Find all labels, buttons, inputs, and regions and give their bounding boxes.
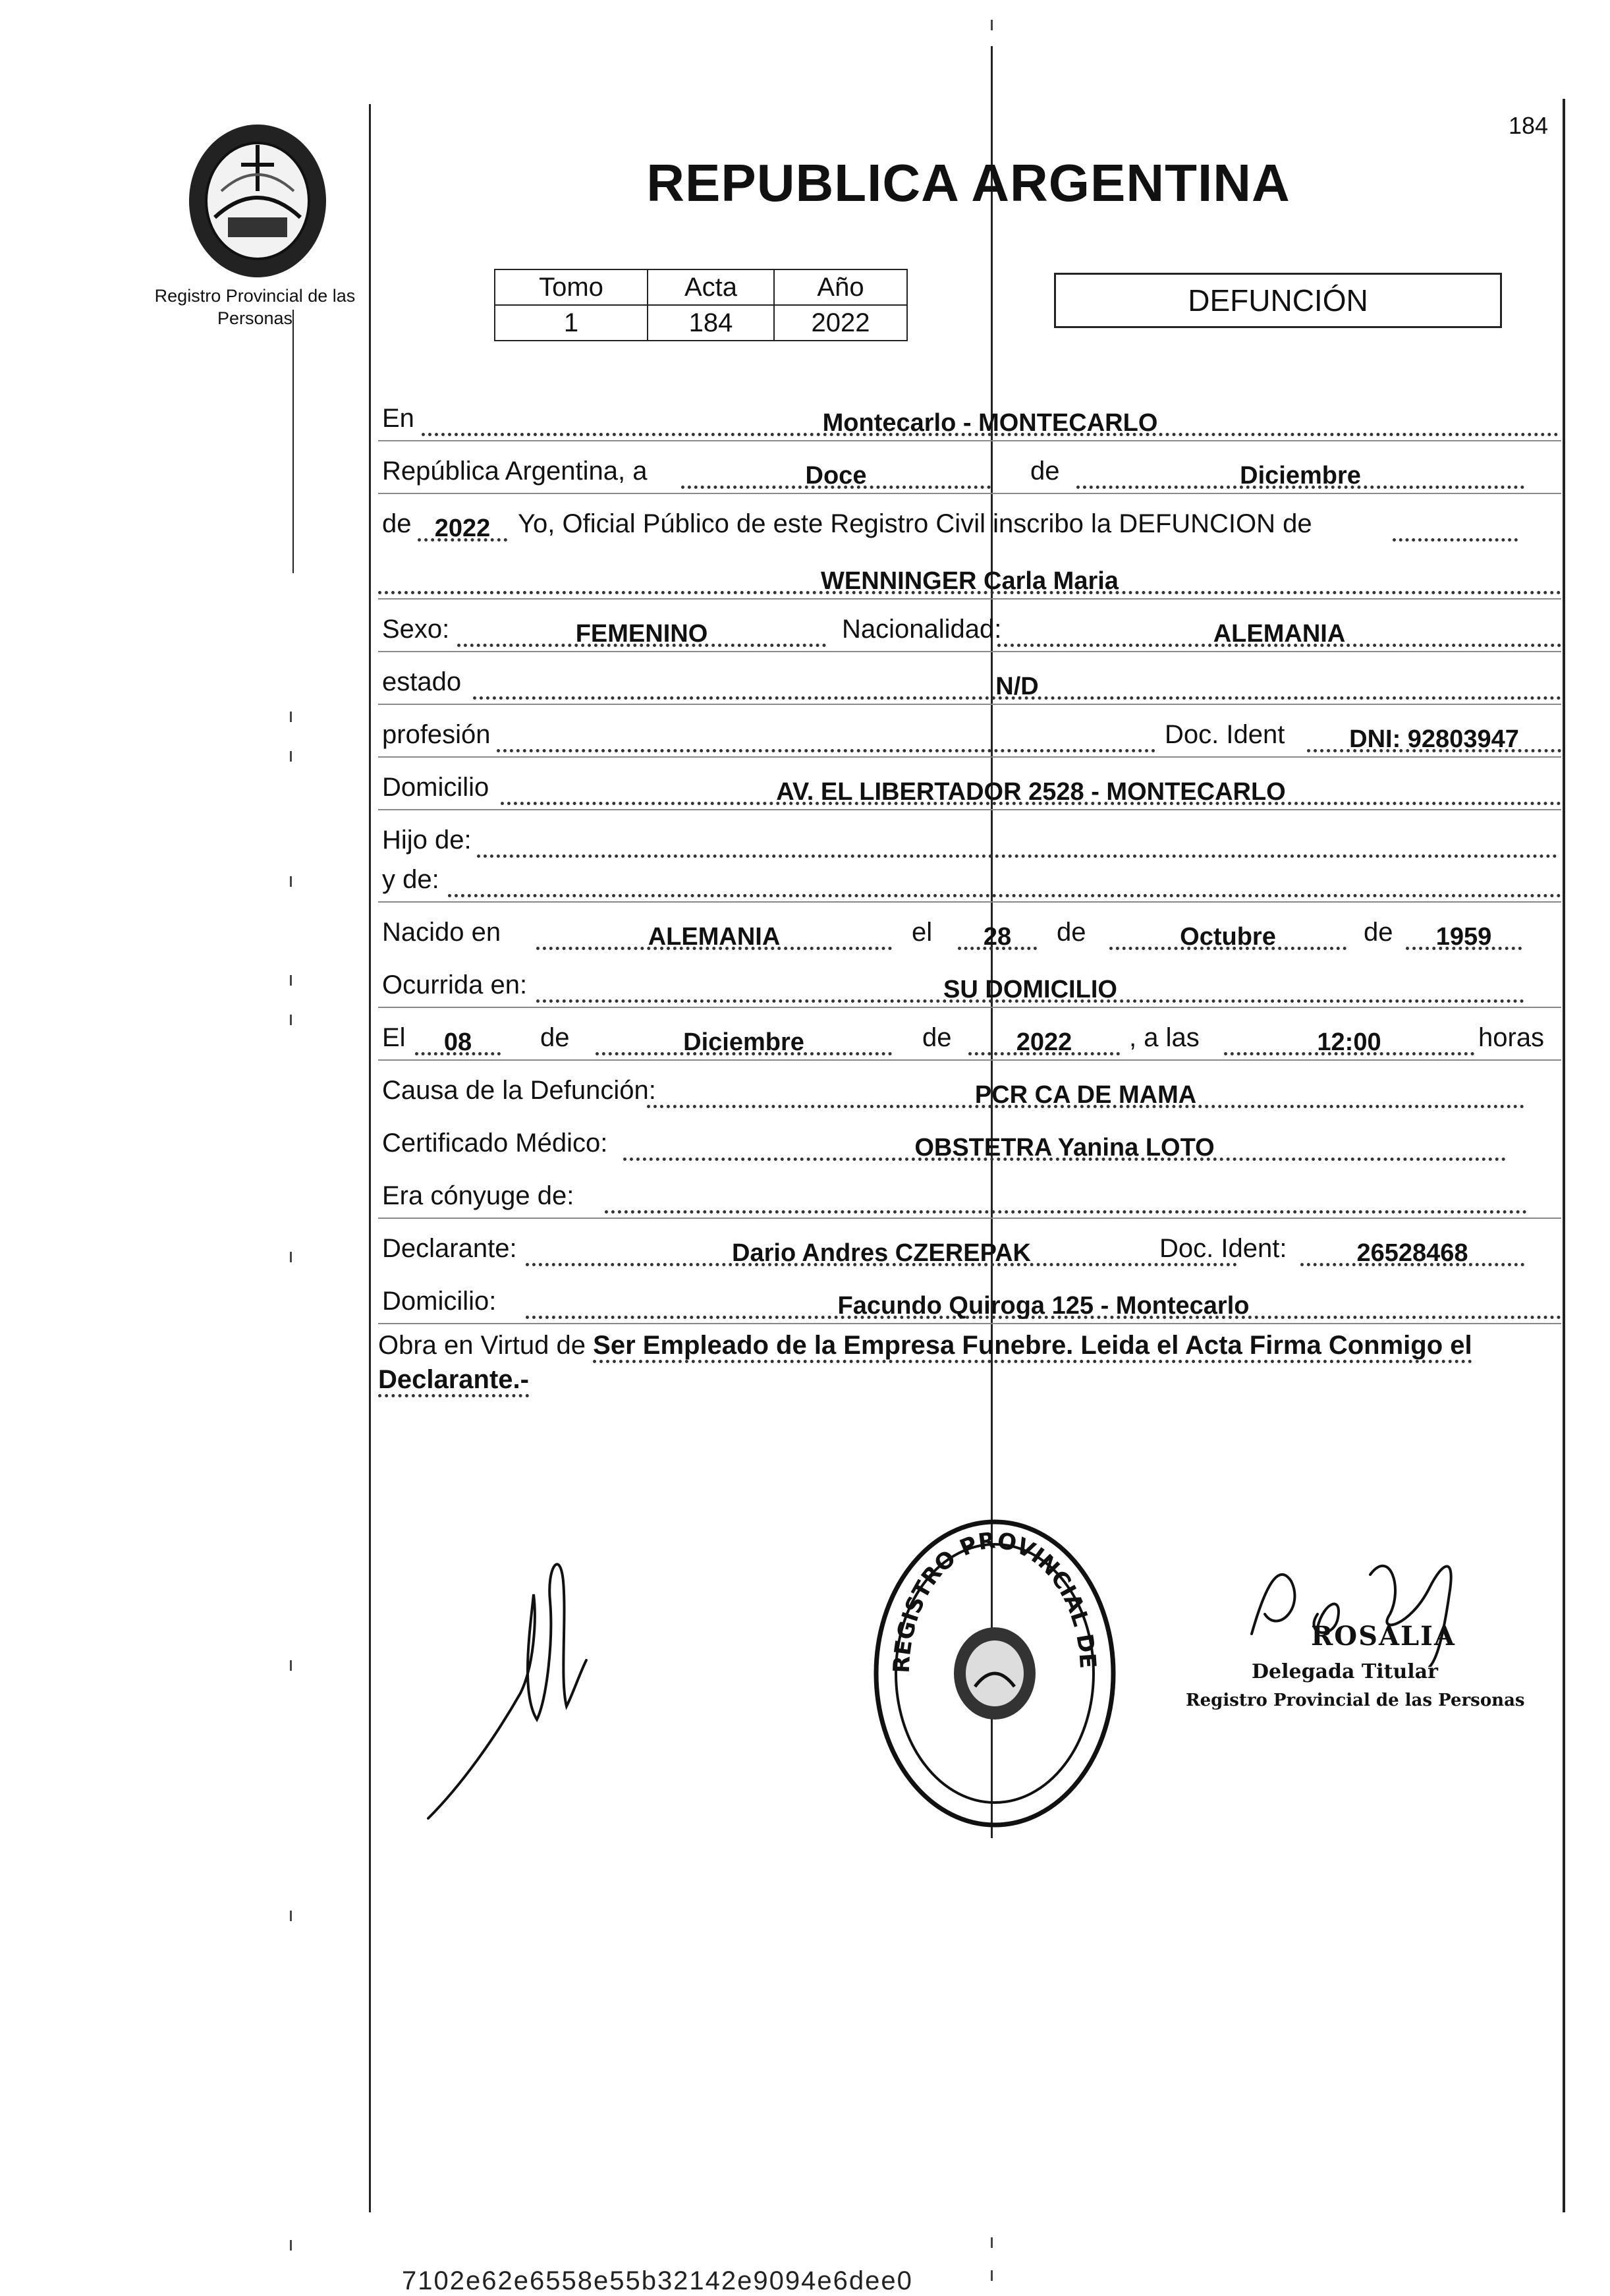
record-type-box: DEFUNCIÓN (1054, 273, 1502, 328)
official-role: Delegada Titular (1252, 1660, 1438, 1683)
row-declarante (378, 1225, 1561, 1272)
birth-de2-label: de (1364, 918, 1393, 947)
domicilio-field: AV. EL LIBERTADOR 2528 - MONTECARLO (501, 779, 1561, 805)
decl-doc-label: Doc. Ident: (1159, 1234, 1287, 1263)
certificado-field: OBSTETRA Yanina LOTO (623, 1134, 1506, 1161)
day-text-field: Doce (681, 462, 991, 489)
profesion-field (497, 726, 1155, 752)
birth-de1-label: de (1057, 918, 1086, 947)
sexo-label: Sexo: (382, 615, 450, 644)
causa-label: Causa de la Defunción: (382, 1076, 656, 1105)
doc-ident-label: Doc. Ident (1165, 720, 1285, 749)
conyuge-field (605, 1187, 1527, 1214)
row-yde (378, 856, 1561, 903)
sexo-field: FEMENINO (457, 621, 826, 647)
page-number: 184 (1509, 112, 1549, 139)
death-de2-label: de (922, 1023, 952, 1052)
causa-field: PCR CA DE MAMA (647, 1082, 1524, 1108)
row-ocurrida (378, 962, 1561, 1008)
page-title: REPUBLICA ARGENTINA (646, 154, 1291, 212)
document-hash: 7102e62e6558e55b32142e9094e6dee0 (402, 2266, 913, 2295)
birth-year-field: 1959 (1406, 924, 1522, 950)
fold-dash (991, 2237, 993, 2248)
anio-value: 2022 (774, 305, 907, 341)
certificado-label: Certificado Médico: (382, 1129, 608, 1158)
row-certificado (378, 1120, 1561, 1166)
declarante-label: Declarante: (382, 1234, 517, 1263)
birth-month-field: Octubre (1109, 924, 1346, 950)
decl-doc-field: 26528468 (1300, 1240, 1524, 1266)
obra-value: Ser Empleado de la Empresa Funebre. Leida el Acta Firma Conmigo el Declarante.- (378, 1331, 1472, 1397)
official-name: ROSALIA (1311, 1621, 1456, 1652)
row-conyuge (378, 1173, 1561, 1219)
registry-header-row (495, 269, 907, 305)
nacionalidad-label: Nacionalidad: (842, 615, 1002, 644)
row-domicilio (378, 764, 1561, 810)
decl-domicilio-field: Facundo Quiroga 125 - Montecarlo (526, 1293, 1561, 1319)
fold-dash (290, 751, 292, 762)
fold-dash (290, 1911, 292, 1921)
row-decl-domicilio (378, 1278, 1561, 1324)
fold-dash (290, 2240, 292, 2251)
stamp-text: REGISTRO PROVINCIAL DE (888, 1527, 1101, 1674)
birth-day-field: 28 (958, 924, 1037, 950)
republica-label: República Argentina, a (382, 457, 648, 486)
el-label: el (912, 918, 933, 947)
acta-value: 184 (648, 305, 774, 341)
estado-field: N/D (473, 673, 1561, 700)
row-nacido (378, 909, 1561, 955)
row-estado (378, 659, 1561, 705)
registry-table (494, 269, 908, 341)
en-field: Montecarlo - MONTECARLO (422, 410, 1559, 436)
ocurrida-field: SU DOMICILIO (536, 976, 1524, 1003)
row-fecha-defuncion (378, 1015, 1561, 1061)
province-logo (182, 119, 333, 283)
left-fold-line (292, 310, 294, 573)
death-el-label: El (382, 1023, 406, 1052)
domicilio-label: Domicilio (382, 773, 489, 802)
row-sexo (378, 606, 1561, 652)
row-en (378, 395, 1561, 441)
death-year-field: 2022 (968, 1029, 1120, 1055)
yde-label: y de: (382, 865, 439, 894)
year-prefix-label: de (382, 509, 412, 538)
month-text-field: Diciembre (1076, 462, 1524, 489)
nacionalidad-field: ALEMANIA (997, 621, 1561, 647)
conyuge-label: Era cónyuge de: (382, 1181, 574, 1210)
hijo-field (477, 831, 1557, 858)
row-fecha (378, 448, 1561, 494)
row-profesion (378, 712, 1561, 758)
hijo-label: Hijo de: (382, 826, 472, 854)
nacido-field: ALEMANIA (536, 924, 892, 950)
acta-header: Acta (648, 269, 774, 305)
declarant-signature (422, 1542, 619, 1832)
fold-dash (290, 1660, 292, 1671)
official-org: Registro Provincial de las Personas (1186, 1691, 1525, 1710)
de-label: de (1030, 457, 1060, 486)
fold-dash (290, 1252, 292, 1262)
deceased-name-field: WENNINGER Carla Maria (378, 568, 1561, 594)
doc-ident-field: DNI: 92803947 (1307, 726, 1561, 752)
fold-dash (290, 1015, 292, 1025)
registry-caption: Registro Provincial de las Personas (154, 286, 356, 328)
declarante-field: Dario Andres CZEREPAK (526, 1240, 1237, 1266)
nacido-label: Nacido en (382, 918, 501, 947)
fold-dash (290, 975, 292, 986)
en-label: En (382, 404, 414, 433)
profesion-label: profesión (382, 720, 491, 749)
decl-domicilio-label: Domicilio: (382, 1287, 497, 1316)
alas-label: , a las (1129, 1023, 1200, 1052)
yde-field (448, 871, 1561, 897)
row-inscribo (378, 501, 1561, 547)
estado-label: estado (382, 667, 462, 696)
year-field: 2022 (418, 515, 507, 542)
fold-dash (991, 2270, 993, 2281)
fold-dash (991, 20, 993, 30)
death-month-field: Diciembre (596, 1029, 892, 1055)
official-stamp (870, 1515, 1120, 1832)
death-de1-label: de (540, 1023, 570, 1052)
obra-paragraph (378, 1328, 1564, 1397)
death-day-field: 08 (415, 1029, 501, 1055)
horas-label: horas (1478, 1023, 1545, 1052)
row-nombre (378, 553, 1561, 600)
registry-value-row (495, 305, 907, 341)
tomo-value: 1 (495, 305, 648, 341)
inscribo-text: Yo, Oficial Público de este Registro Civil inscribo la DEFUNCION de (518, 509, 1312, 538)
right-border-line (1563, 99, 1565, 2212)
fold-dash (290, 876, 292, 887)
row-causa (378, 1067, 1561, 1113)
tomo-header: Tomo (495, 269, 648, 305)
fold-dash (290, 712, 292, 722)
anio-header: Año (774, 269, 907, 305)
inscribo-trailing-field (1393, 515, 1518, 542)
death-time-field: 12:00 (1224, 1029, 1474, 1055)
left-border-line (369, 104, 371, 2212)
ocurrida-label: Ocurrida en: (382, 970, 528, 999)
obra-label: Obra en Virtud de (378, 1331, 586, 1360)
